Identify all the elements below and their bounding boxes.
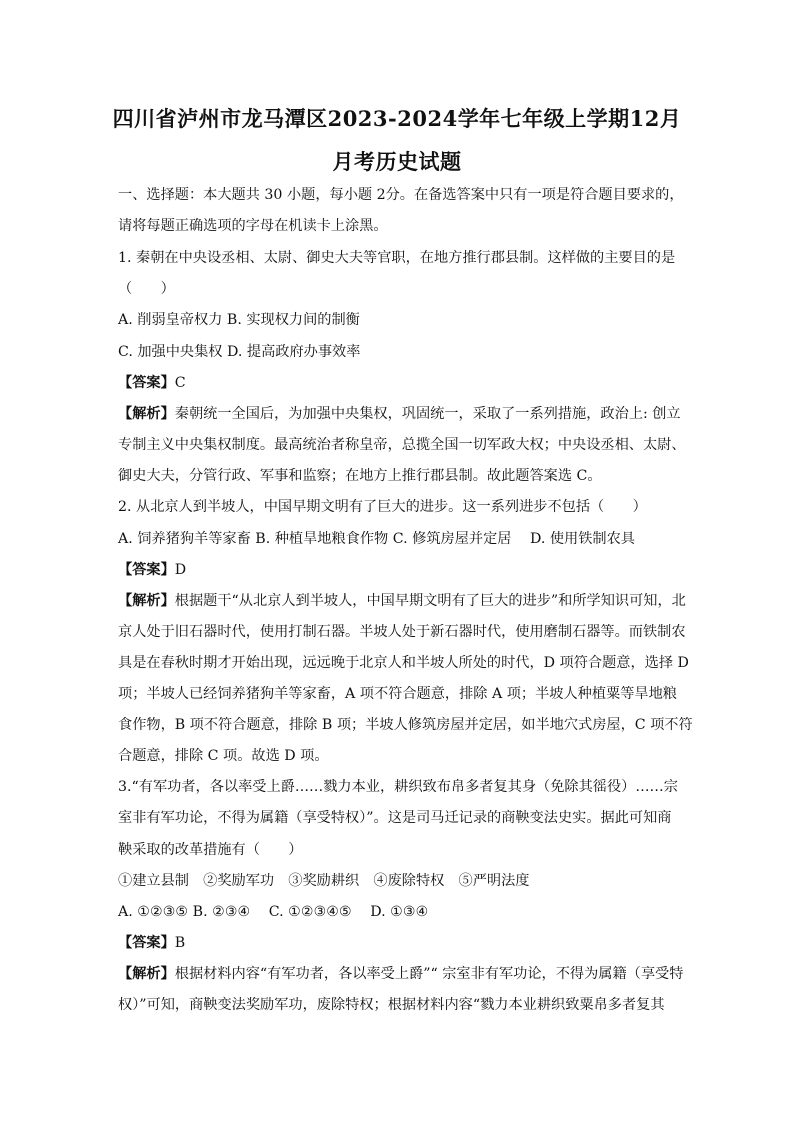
q3-option-c: C. ①②③④⑤ — [268, 904, 352, 920]
q2-analysis-line-6: 合题意，排除 C 项。故选 D 项。 — [118, 748, 329, 764]
q1-analysis-line-3: 御史大夫，分管行政、军事和监察；在地方上推行郡县制。故此题答案选 C。 — [118, 468, 602, 484]
q2-analysis-line-2: 京人处于旧石器时代，使用打制石器。半坡人处于新石器时代，使用磨制石器等。而铁制农 — [118, 624, 686, 640]
q2-analysis-line-5: 食作物，B 项不符合题意，排除 B 项；半坡人修筑房屋并定居，如半地穴式房屋，C 项不符 — [118, 717, 693, 733]
answer-label: 【答案】 — [118, 935, 175, 951]
analysis-text: 根据题干“从北京人到半坡人，中国早期文明有了巨大的进步”和所学知识可知，北 — [174, 593, 686, 609]
q1-analysis-line-2: 专制主义中央集权制度。最高统治者称皇帝，总揽全国一切军政大权；中央设丞相、太尉、 — [118, 437, 686, 453]
section-heading-line-2: 请将每题正确选项的字母在机读卡上涂黑。 — [118, 218, 388, 234]
answer-value: B — [174, 935, 186, 951]
answer-value: C — [174, 375, 186, 391]
q3-stem-line-2: 室非有军功论，不得为属籍（享受特权）”。这是司马迁记录的商鞅变法史实。据此可知商 — [118, 810, 672, 826]
answer-label: 【答案】 — [118, 562, 175, 578]
q3-stem-line-1: 3.“有军功者，各以率受上爵……戮力本业，耕织致布帛多者复其身（免除其徭役）……宗 — [118, 779, 678, 795]
q3-answer — [118, 933, 185, 953]
analysis-label: 【解析】 — [118, 593, 175, 609]
q3-analysis-line-2: 权）”可知，商鞅变法奖励军功，废除特权；根据材料内容“戮力本业耕织致粟帛多者复其 — [118, 997, 665, 1013]
q1-options-line-1: A. 削弱皇帝权力 B. 实现权力间的制衡 — [118, 312, 360, 328]
analysis-label: 【解析】 — [118, 966, 175, 982]
q3-analysis-line-1 — [118, 964, 683, 984]
q2-option-d: D. 使用铁制农具 — [529, 531, 635, 547]
q1-stem-line-1: 1. 秦朝在中央设丞相、太尉、御史大夫等官职，在地方推行郡县制。这样做的主要目的是 — [118, 250, 676, 266]
q2-option-a: A. 饲养猪狗羊等家畜 — [118, 531, 251, 547]
q2-analysis-line-3: 具是在春秋时期才开始出现，远远晚于北京人和半坡人所处的时代，D 项符合题意，选择 D — [118, 655, 689, 671]
q1-answer — [118, 373, 186, 393]
analysis-label: 【解析】 — [118, 406, 175, 422]
q3-option-d: D. ①③④ — [370, 904, 429, 920]
answer-label: 【答案】 — [118, 375, 175, 391]
q2-option-c: C. 修筑房屋并定居 — [392, 531, 512, 547]
document-title-line-1: 四川省泸州市龙马潭区2023-2024学年七年级上学期12月 — [112, 106, 682, 131]
q2-answer — [118, 560, 186, 580]
q2-options-line — [118, 529, 635, 549]
q2-analysis-line-4: 项；半坡人已经饲养猪狗羊等家畜，A 项不符合题意，排除 A 项；半坡人种植粟等旱地粮 — [118, 686, 677, 702]
q3-options-line — [118, 902, 428, 922]
document-title-line-2: 月考历史试题 — [332, 149, 462, 174]
analysis-text: 秦朝统一全国后，为加强中央集权，巩固统一，采取了一系列措施，政治上: 创立 — [174, 406, 681, 422]
q1-stem-line-2: （ ） — [118, 281, 175, 297]
section-heading-line-1: 一、选择题：本大题共 30 小题，每小题 2分。在备选答案中只有一项是符合题目要求的， — [118, 187, 684, 203]
q2-stem-line-1: 2. 从北京人到半坡人，中国早期文明有了巨大的进步。这一系列进步不包括（ ） — [118, 499, 647, 515]
q3-items-line: ①建立县制 ②奖励军功 ③奖励耕织 ④废除特权 ⑤严明法度 — [118, 873, 530, 889]
analysis-text: 根据材料内容“有军功者，各以率受上爵”“ 宗室非有军功论，不得为属籍（享受特 — [174, 966, 684, 982]
q1-options-line-2: C. 加强中央集权 D. 提高政府办事效率 — [118, 344, 361, 360]
q2-option-b: B. 种植旱地粮食作物 — [255, 531, 389, 547]
q2-analysis-line-1 — [118, 591, 686, 611]
q1-analysis-line-1 — [118, 404, 681, 424]
q3-option-a: A. ①②③⑤ B. ②③④ — [118, 904, 251, 920]
answer-value: D — [174, 562, 187, 578]
q3-stem-line-3: 鞅采取的改革措施有（ ） — [118, 842, 303, 858]
